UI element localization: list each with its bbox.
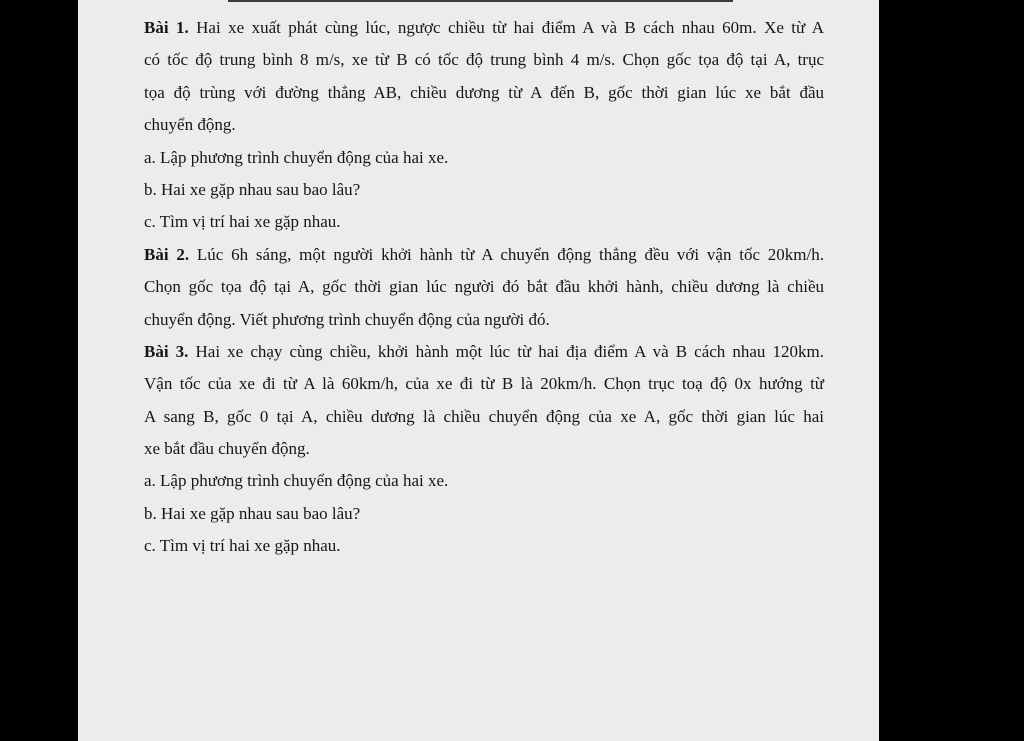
line-text: chuyển động. [144,115,236,135]
exercise-label: Bài 2. [144,244,190,264]
line-text: b. Hai xe gặp nhau sau bao lâu? [144,503,361,523]
line-text: c. Tìm vị trí hai xe gặp nhau. [144,536,341,556]
document-text [144,12,824,563]
text-line [144,368,824,400]
line-text: A sang B, gốc 0 tại A, chiều dương là chiều chuyển động của xe A, gốc thời gian lúc hai [144,406,824,426]
line-text: tọa độ trùng với đường thẳng AB, chiều dương từ A đến B, gốc thời gian lúc xe bắt đầu [144,82,824,102]
text-line [144,465,824,497]
line-text: Vận tốc của xe đi từ A là 60km/h, của xe đi từ B là 20km/h. Chọn trục toạ độ 0x hướng từ [144,374,824,394]
line-text: Lúc 6h sáng, một người khởi hành từ A chuyển động thẳng đều với vận tốc 20km/h. [189,244,824,264]
exercise-heading-line [144,239,824,271]
text-line [144,109,824,141]
text-line [144,433,824,465]
line-text: chuyển động. Viết phương trình chuyển động của người đó. [144,309,550,329]
document-page[interactable] [78,0,879,741]
text-line [144,530,824,562]
line-text: b. Hai xe gặp nhau sau bao lâu? [144,179,361,199]
page-top-divider [228,0,733,2]
line-text: xe bắt đầu chuyển động. [144,439,310,459]
exercise-label: Bài 1. [144,18,189,37]
exercise-label: Bài 3. [144,341,189,361]
line-text: c. Tìm vị trí hai xe gặp nhau. [144,212,341,232]
exercise-heading-line [144,336,824,368]
line-text: Chọn gốc tọa độ tại A, gốc thời gian lúc người đó bắt đầu khởi hành, chiều dương là chiều [144,277,824,297]
line-text: a. Lập phương trình chuyển động của hai xe. [144,147,449,167]
line-text: Hai xe chạy cùng chiều, khởi hành một lúc từ hai địa điểm A và B cách nhau 120km. [188,341,825,361]
line-text: Hai xe xuất phát cùng lúc, ngược chiều từ hai điểm A và B cách nhau 60m. Xe từ A [188,18,824,37]
text-line [144,174,824,206]
text-line [144,206,824,238]
text-line [144,304,824,336]
text-line [144,77,824,109]
text-line [144,142,824,174]
line-text: có tốc độ trung bình 8 m/s, xe từ B có tốc độ trung bình 4 m/s. Chọn gốc tọa độ tại A, trục [144,50,824,70]
text-line [144,498,824,530]
exercise-heading-line [144,12,824,44]
text-line [144,44,824,76]
line-text: a. Lập phương trình chuyển động của hai xe. [144,471,449,491]
text-line [144,271,824,303]
text-line [144,401,824,433]
